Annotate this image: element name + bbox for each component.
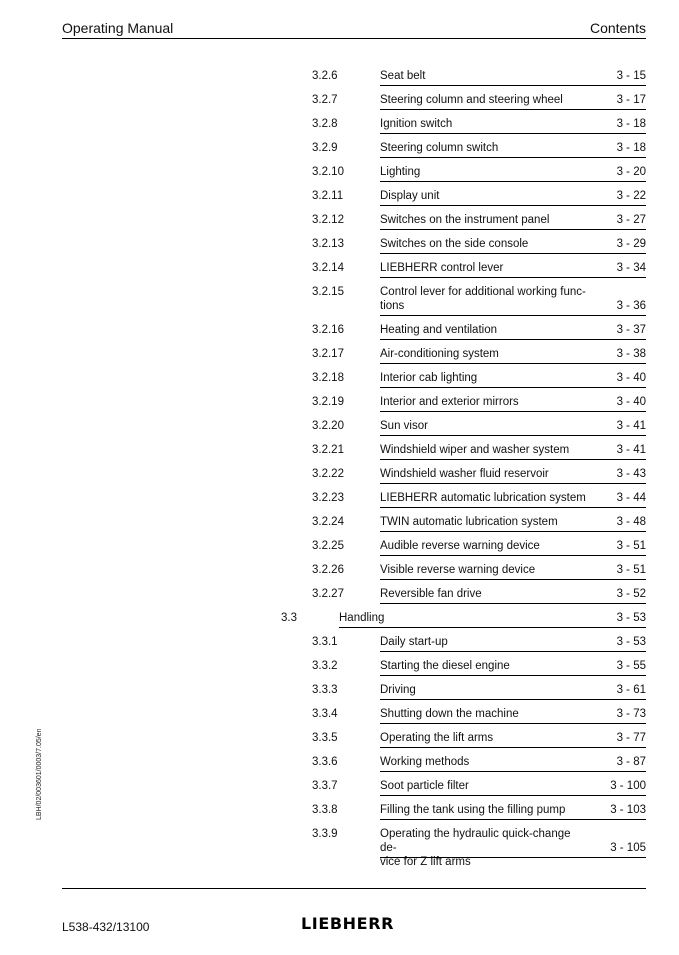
toc-entry-rule [380,109,646,110]
toc-entry-number: 3.3.4 [312,708,338,720]
toc-entry-page: 3 - 43 [616,468,646,480]
toc-entry-title: Soot particle filter [380,780,469,792]
toc-entry-page: 3 - 40 [616,372,646,384]
toc-entry-number: 3.2.19 [312,396,344,408]
toc-entry-rule [380,699,646,700]
toc-entry-page: 3 - 34 [616,262,646,274]
toc-entry-title: TWIN automatic lubrication system [380,516,558,528]
toc-entry-number: 3.2.9 [312,142,338,154]
toc-entry-page: 3 - 61 [616,684,646,696]
toc-entry-rule [380,555,646,556]
toc-entry-page: 3 - 40 [616,396,646,408]
toc-entry-number: 3.2.7 [312,94,338,106]
toc-entry-page: 3 - 48 [616,516,646,528]
toc-entry-title: Reversible fan drive [380,588,482,600]
toc-entry-title: Driving [380,684,416,696]
toc-entry-number: 3.2.27 [312,588,344,600]
toc-entry-page: 3 - 53 [616,612,646,624]
toc-entry-rule [380,253,646,254]
manual-title: Operating Manual [62,20,174,36]
toc-entry-page: 3 - 100 [610,780,646,792]
toc-entry-rule [380,157,646,158]
toc-entry-title: Handling [339,612,385,624]
toc-entry-rule [380,795,646,796]
toc-entry-number: 3.3.3 [312,684,338,696]
toc-entry-title: Switches on the side console [380,238,529,250]
toc-entry-page: 3 - 51 [616,564,646,576]
toc-entry-rule [380,411,646,412]
toc-entry-number: 3.3.5 [312,732,338,744]
toc-entry-title: Steering column and steering wheel [380,94,563,106]
toc-entry-number: 3.2.23 [312,492,344,504]
toc-entry-title: Display unit [380,190,440,202]
toc-entry-number: 3.2.22 [312,468,344,480]
toc-entry-title: Sun visor [380,420,428,432]
toc-entry-rule [380,181,646,182]
toc-entry-number: 3.2.13 [312,238,344,250]
toc-entry-rule [380,579,646,580]
toc-entry-title: Seat belt [380,70,426,82]
toc-entry-page: 3 - 77 [616,732,646,744]
toc-entry-rule [380,603,646,604]
toc-entry-rule [339,627,646,628]
toc-entry-number: 3.2.14 [312,262,344,274]
toc-entry-title: Shutting down the machine [380,708,519,720]
toc-entry-rule [380,315,646,316]
toc-entry-number: 3.3.8 [312,804,338,816]
toc-entry-number: 3.2.6 [312,70,338,82]
toc-entry-page: 3 - 73 [616,708,646,720]
toc-entry-title: Heating and ventilation [380,324,497,336]
toc-entry-rule [380,229,646,230]
footer-divider [62,888,646,889]
toc-entry-title: Windshield wiper and washer system [380,444,570,456]
toc-entry-title: Daily start-up [380,636,448,648]
toc-entry-title: Lighting [380,166,421,178]
toc-entry-page: 3 - 20 [616,166,646,178]
toc-entry-page: 3 - 22 [616,190,646,202]
toc-entry-page: 3 - 37 [616,324,646,336]
toc-entry-number: 3.3.6 [312,756,338,768]
toc-entry-title: Switches on the instrument panel [380,214,550,226]
toc-entry-page: 3 - 17 [616,94,646,106]
toc-entry-number: 3.2.17 [312,348,344,360]
toc-entry-title: Steering column switch [380,142,499,154]
toc-entry-page: 3 - 55 [616,660,646,672]
liebherr-logo: LIEBHERR [301,914,395,933]
toc-entry-page: 3 - 36 [616,300,646,312]
toc-entry-title: Windshield washer fluid reservoir [380,468,549,480]
toc-entry-page: 3 - 52 [616,588,646,600]
toc-entry-number: 3.3.1 [312,636,338,648]
toc-entry-page: 3 - 41 [616,420,646,432]
toc-entry-rule [380,531,646,532]
toc-entry-number: 3.2.26 [312,564,344,576]
toc-entry-rule [380,723,646,724]
toc-entry-rule [380,277,646,278]
toc-entry-title: Air-conditioning system [380,348,499,360]
toc-entry-title: Control lever for additional working func- tions [380,286,586,312]
toc-entry-rule [380,857,646,858]
document-code: LBH/02/003601/0003/7.05/en [36,728,43,820]
toc-entry-rule [380,363,646,364]
section-title: Contents [589,20,646,36]
toc-entry-title: Starting the diesel engine [380,660,510,672]
toc-entry-number: 3.2.12 [312,214,344,226]
toc-entry-number: 3.3 [281,612,297,624]
toc-entry-rule [380,459,646,460]
toc-entry-rule [380,339,646,340]
toc-entry-title: Operating the lift arms [380,732,494,744]
toc-entry-number: 3.2.21 [312,444,344,456]
toc-entry-rule [380,483,646,484]
toc-entry-number: 3.3.9 [312,828,338,840]
toc-entry-title: LIEBHERR control lever [380,262,504,274]
toc-entry-number: 3.2.10 [312,166,344,178]
toc-entry-rule [380,205,646,206]
toc-entry-rule [380,771,646,772]
toc-entry-rule [380,651,646,652]
toc-entry-title: Interior cab lighting [380,372,478,384]
toc-entry-title: Audible reverse warning device [380,540,540,552]
toc-entry-number: 3.3.2 [312,660,338,672]
toc-entry-number: 3.2.18 [312,372,344,384]
toc-entry-rule [380,675,646,676]
toc-entry-rule [380,747,646,748]
toc-entry-rule [380,435,646,436]
toc-entry-number: 3.3.7 [312,780,338,792]
toc-entry-page: 3 - 87 [616,756,646,768]
toc-entry-number: 3.2.25 [312,540,344,552]
toc-entry-page: 3 - 18 [616,118,646,130]
toc-entry-title: Operating the hydraulic quick-change de- vice for Z lift arms [380,828,571,868]
toc-entry-rule [380,819,646,820]
toc-entry-page: 3 - 53 [616,636,646,648]
toc-entry-page: 3 - 103 [610,804,646,816]
model-number: L538-432/13100 [62,920,150,934]
toc-entry-number: 3.2.15 [312,286,344,298]
toc-entry-title: Interior and exterior mirrors [380,396,519,408]
toc-entry-number: 3.2.11 [312,190,344,202]
toc-entry-title: Visible reverse warning device [380,564,536,576]
toc-entry-page: 3 - 41 [616,444,646,456]
toc-entry-number: 3.2.8 [312,118,338,130]
toc-entry-title: Filling the tank using the filling pump [380,804,566,816]
toc-entry-number: 3.2.16 [312,324,344,336]
toc-entry-title: Ignition switch [380,118,453,130]
toc-entry-rule [380,507,646,508]
toc-entry-rule [380,133,646,134]
toc-entry-rule [380,387,646,388]
toc-entry-page: 3 - 29 [616,238,646,250]
toc-entry-number: 3.2.24 [312,516,344,528]
toc-entry-page: 3 - 105 [610,842,646,854]
toc-entry-page: 3 - 51 [616,540,646,552]
toc-entry-page: 3 - 27 [616,214,646,226]
toc-entry-page: 3 - 44 [616,492,646,504]
toc-entry-page: 3 - 15 [616,70,646,82]
page-header [62,20,646,39]
toc-entry-rule [380,85,646,86]
toc-entry-page: 3 - 18 [616,142,646,154]
toc-entry-number: 3.2.20 [312,420,344,432]
toc-entry-page: 3 - 38 [616,348,646,360]
toc-entry-title: Working methods [380,756,470,768]
toc-entry-title: LIEBHERR automatic lubrication system [380,492,586,504]
